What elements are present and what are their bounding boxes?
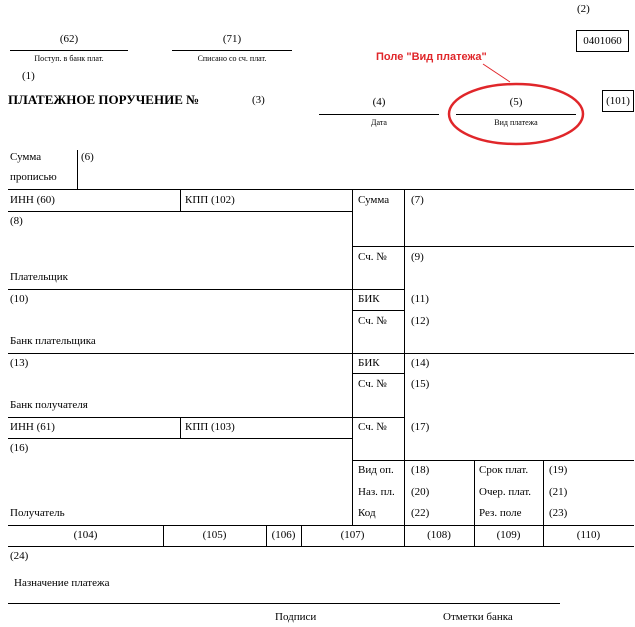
amount-bottom-line bbox=[352, 246, 634, 247]
tax-field-110: (110) bbox=[576, 529, 601, 541]
payee-inn-kpp-divider bbox=[180, 417, 181, 438]
field-12: (12) bbox=[411, 315, 430, 327]
payer-bank-label: Банк плательщика bbox=[10, 335, 96, 347]
purpose-label: Назначение платежа bbox=[14, 577, 110, 589]
purpose-bottom-line bbox=[8, 603, 560, 604]
field-71-caption: Списано со сч. плат. bbox=[197, 54, 267, 63]
payer-inn-kpp-divider bbox=[180, 189, 181, 211]
payment-type-caption: Вид платежа bbox=[494, 118, 538, 127]
date-line bbox=[319, 114, 439, 115]
field-62-caption: Поступ. в банк плат. bbox=[34, 54, 104, 63]
tax-field-109: (109) bbox=[496, 529, 521, 541]
field-4: (4) bbox=[372, 96, 386, 108]
tax-field-107: (107) bbox=[340, 529, 365, 541]
op-block-top-line bbox=[352, 460, 634, 461]
field-13: (13) bbox=[10, 357, 29, 369]
field-23: (23) bbox=[549, 507, 568, 519]
payer-bank-top-line bbox=[8, 289, 352, 290]
vid-op-label: Вид оп. bbox=[358, 464, 394, 476]
naz-pl-label: Наз. пл. bbox=[358, 486, 395, 498]
payee-inn: ИНН (61) bbox=[10, 421, 55, 433]
op-block-mid-divider bbox=[474, 460, 475, 525]
payment-type-annotation: Поле "Вид платежа" bbox=[376, 51, 487, 63]
rez-label: Рез. поле bbox=[479, 507, 522, 519]
acc4-label: Сч. № bbox=[358, 421, 387, 433]
field-19: (19) bbox=[549, 464, 568, 476]
field-1: (1) bbox=[22, 70, 35, 82]
field-24: (24) bbox=[10, 550, 29, 562]
field-10: (10) bbox=[10, 293, 29, 305]
acc2-label: Сч. № bbox=[358, 315, 387, 327]
payer-inn: ИНН (60) bbox=[10, 194, 55, 206]
field-62: (62) bbox=[59, 33, 79, 45]
field-11: (11) bbox=[411, 293, 429, 305]
payer-label: Плательщик bbox=[10, 271, 68, 283]
grid-line-top bbox=[8, 189, 634, 190]
field-20: (20) bbox=[411, 486, 430, 498]
payee-bank-top-line bbox=[8, 353, 634, 354]
field-22: (22) bbox=[411, 507, 430, 519]
payee-kpp: КПП (103) bbox=[185, 421, 235, 433]
amount-words-label-2: прописью bbox=[10, 171, 57, 183]
bik1-bottom-line bbox=[352, 310, 404, 311]
field-9: (9) bbox=[411, 251, 424, 263]
field-21: (21) bbox=[549, 486, 568, 498]
grid-vline-right bbox=[404, 189, 405, 525]
acc1-label: Сч. № bbox=[358, 251, 387, 263]
field-8: (8) bbox=[10, 215, 23, 227]
op-block-right-divider bbox=[543, 460, 544, 525]
payer-inn-line bbox=[8, 211, 352, 212]
annotation-pointer bbox=[483, 64, 510, 82]
field-3: (3) bbox=[252, 94, 265, 106]
bik1-top-line bbox=[352, 289, 404, 290]
amount-words-label-1: Сумма bbox=[10, 151, 42, 163]
tax-field-104: (104) bbox=[73, 529, 98, 541]
tax-row-top-line bbox=[8, 525, 634, 526]
tax-field-106: (106) bbox=[271, 529, 296, 541]
bank-marks-label: Отметки банка bbox=[443, 611, 513, 623]
field-5: (5) bbox=[509, 96, 523, 108]
payment-type-line bbox=[456, 114, 576, 115]
tax-field-105: (105) bbox=[202, 529, 227, 541]
bik1-label: БИК bbox=[358, 293, 380, 305]
grid-vline-left bbox=[352, 189, 353, 525]
payee-inn-top-line bbox=[8, 417, 404, 418]
payer-kpp: КПП (102) bbox=[185, 194, 235, 206]
field-7: (7) bbox=[411, 194, 424, 206]
corner-code: (2) bbox=[577, 3, 590, 15]
tax-row-bottom-line bbox=[8, 546, 634, 547]
ocher-label: Очер. плат. bbox=[479, 486, 532, 498]
payee-inn-bottom-line bbox=[8, 438, 352, 439]
bik2-label: БИК bbox=[358, 357, 380, 369]
bik2-bottom-line bbox=[352, 373, 404, 374]
field-17: (17) bbox=[411, 421, 430, 433]
tax-field-108: (108) bbox=[427, 529, 451, 541]
field-101-box bbox=[602, 90, 634, 112]
field-71: (71) bbox=[222, 33, 242, 45]
payee-label: Получатель bbox=[10, 507, 65, 519]
form-code: 0401060 bbox=[583, 35, 622, 47]
payee-bank-label: Банк получателя bbox=[10, 399, 88, 411]
amount-words-divider bbox=[77, 150, 78, 189]
amount-label: Сумма bbox=[358, 194, 390, 206]
field-18: (18) bbox=[411, 464, 430, 476]
field-14: (14) bbox=[411, 357, 430, 369]
kod-label: Код bbox=[358, 507, 376, 519]
field-15: (15) bbox=[411, 378, 430, 390]
acc3-label: Сч. № bbox=[358, 378, 387, 390]
field-101: (101) bbox=[606, 95, 630, 107]
date-caption: Дата bbox=[371, 118, 387, 127]
signatures-label: Подписи bbox=[275, 611, 317, 623]
srok-label: Срок плат. bbox=[479, 464, 529, 476]
field-6: (6) bbox=[81, 151, 94, 163]
field-16: (16) bbox=[10, 442, 29, 454]
form-title: ПЛАТЕЖНОЕ ПОРУЧЕНИЕ № bbox=[8, 92, 200, 107]
